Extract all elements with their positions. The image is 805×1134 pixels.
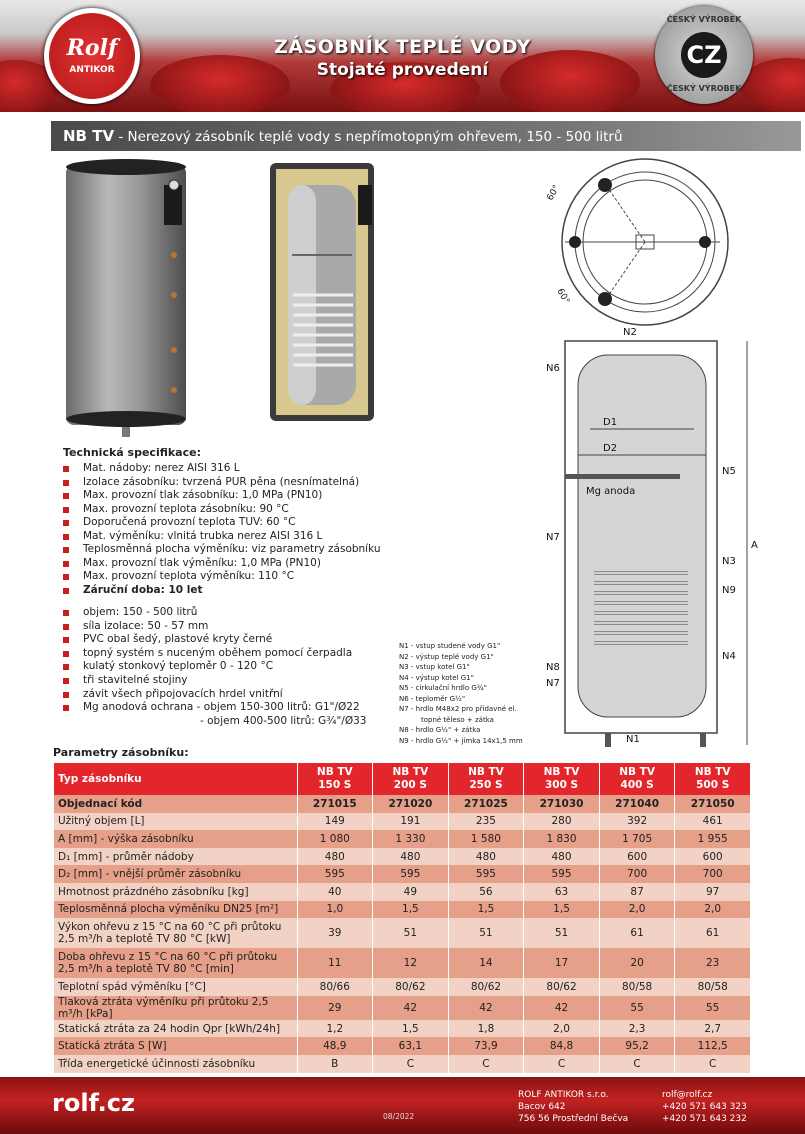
page-subtitle: Stojaté provedení	[316, 60, 489, 80]
table-cell: 56	[448, 883, 524, 901]
list-item: tři stavitelné stojiny	[60, 674, 366, 688]
table-cell: 700	[599, 865, 675, 883]
table-row	[54, 996, 751, 1020]
table-cell: 17	[524, 948, 600, 978]
table-cell: 80/58	[599, 978, 675, 996]
table-cell: 95,2	[599, 1037, 675, 1055]
table-row	[54, 813, 751, 831]
table-cell: 595	[524, 865, 600, 883]
page-footer	[0, 1077, 805, 1134]
table-cell: 42	[373, 996, 449, 1020]
table-row	[54, 865, 751, 883]
table-cell: 1 705	[599, 830, 675, 848]
list-item: Teplosměnná plocha výměníku: viz parametry zásobníku	[60, 543, 381, 557]
list-item: - objem 400-500 litrů: G¾"/Ø33	[200, 714, 367, 727]
table-cell: 149	[297, 813, 373, 831]
table-row	[54, 1055, 751, 1073]
company-street: Bacov 642	[518, 1102, 566, 1112]
table-cell: 11	[297, 948, 373, 978]
list-item: Max. provozní teplota zásobníku: 90 °C	[60, 503, 381, 517]
list-item: závit všech připojovacích hrdel vnitřní	[60, 688, 366, 702]
table-cell: 1,0	[297, 901, 373, 919]
model-header: NB TV 300 S	[524, 763, 600, 795]
list-item: objem: 150 - 500 litrů	[60, 606, 366, 620]
port-label: N6	[546, 363, 560, 374]
port-label: N7	[546, 678, 560, 689]
table-cell: 1,8	[448, 1020, 524, 1038]
row-label: Užitný objem [L]	[54, 813, 297, 831]
table-cell: 595	[448, 865, 524, 883]
list-item: Mat. nádoby: nerez AISI 316 L	[60, 462, 381, 476]
row-label: Statická ztráta za 24 hodin Qpr [kWh/24h]	[54, 1020, 297, 1038]
seal-cz: CZ	[681, 32, 727, 78]
table-row	[54, 830, 751, 848]
table-cell: 2,0	[524, 1020, 600, 1038]
table-cell: 2,0	[675, 901, 751, 919]
table-cell: 700	[675, 865, 751, 883]
dimension-label: D1	[603, 417, 618, 428]
table-cell: 112,5	[675, 1037, 751, 1055]
table-cell: 51	[524, 918, 600, 948]
page-header	[0, 0, 805, 112]
model-header: NB TV 150 S	[297, 763, 373, 795]
table-cell: 49	[373, 883, 449, 901]
table-cell: B	[297, 1055, 373, 1073]
table-cell: 1,5	[373, 1020, 449, 1038]
list-item: Doporučená provozní teplota TUV: 60 °C	[60, 516, 381, 530]
table-row	[54, 848, 751, 866]
company-address	[518, 1089, 628, 1125]
row-label: Hmotnost prázdného zásobníku [kg]	[54, 883, 297, 901]
model-header: NB TV 250 S	[448, 763, 524, 795]
port-label: N1	[626, 734, 640, 745]
table-cell: 235	[448, 813, 524, 831]
table-cell: 55	[675, 996, 751, 1020]
table-cell: 480	[297, 848, 373, 866]
table-cell: 42	[524, 996, 600, 1020]
table-cell: 461	[675, 813, 751, 831]
table-row	[54, 1037, 751, 1055]
model-header: NB TV 500 S	[675, 763, 751, 795]
note: N2 - výstup teplé vody G1"	[399, 652, 494, 661]
table-cell: 271040	[599, 795, 675, 813]
row-label: Třída energetické účinnosti zásobníku	[54, 1055, 297, 1073]
note: topné těleso + zátka	[421, 715, 494, 724]
table-row	[54, 948, 751, 978]
table-cell: 191	[373, 813, 449, 831]
table-cell: 63,1	[373, 1037, 449, 1055]
table-cell: 1,5	[448, 901, 524, 919]
email-link[interactable]: rolf@rolf.cz	[662, 1090, 713, 1100]
phone: +420 571 643 232	[662, 1114, 747, 1124]
table-cell: 595	[373, 865, 449, 883]
note: N8 - hrdlo G½" + zátka	[399, 726, 481, 734]
table-cell: C	[599, 1055, 675, 1073]
table-cell: 271030	[524, 795, 600, 813]
specs-list	[60, 462, 381, 597]
table-header-row	[54, 763, 751, 795]
port-label: N5	[722, 466, 736, 477]
note: N7 - hrdlo M48x2 pro přídavné el.	[399, 705, 517, 713]
table-cell: 48,9	[297, 1037, 373, 1055]
table-cell: 480	[373, 848, 449, 866]
table-row	[54, 883, 751, 901]
row-label: D₂ [mm] - vnější průměr zásobníku	[54, 865, 297, 883]
tank-exterior-illustration	[60, 155, 195, 445]
table-cell: 63	[524, 883, 600, 901]
czech-product-seal	[655, 6, 753, 104]
table-cell: 1 330	[373, 830, 449, 848]
table-cell: 80/62	[524, 978, 600, 996]
port-label: N3	[722, 556, 736, 567]
angle-label: 60°	[545, 183, 563, 203]
phone: +420 571 643 323	[662, 1102, 747, 1112]
table-cell: 1 955	[675, 830, 751, 848]
connection-notes	[399, 641, 523, 746]
table-cell: 80/62	[373, 978, 449, 996]
note: N4 - výstup kotel G1"	[399, 673, 474, 682]
seal-bottom-text: ČESKÝ VÝROBEK	[666, 84, 742, 93]
table-cell: 80/66	[297, 978, 373, 996]
row-label: Doba ohřevu z 15 °C na 60 °C při průtoku 2,5 m³/h a teplotě TV 80 °C [min]	[54, 948, 297, 978]
tank-cutaway-illustration	[268, 155, 378, 430]
table-cell: 80/58	[675, 978, 751, 996]
specs-heading: Technická specifikace:	[63, 446, 201, 459]
table-cell: 20	[599, 948, 675, 978]
table-cell: 51	[448, 918, 524, 948]
list-item: topný systém s nuceným oběhem pomocí čerpadla	[60, 647, 366, 661]
port-label: N9	[722, 585, 736, 596]
table-cell: 392	[599, 813, 675, 831]
table-cell: 480	[524, 848, 600, 866]
table-cell: 271025	[448, 795, 524, 813]
table-cell: 600	[599, 848, 675, 866]
table-cell: 29	[297, 996, 373, 1020]
list-item: Max. provozní tlak zásobníku: 1,0 MPa (PN10)	[60, 489, 381, 503]
table-cell: 1,2	[297, 1020, 373, 1038]
port-label: N4	[722, 651, 736, 662]
product-bar	[51, 121, 801, 151]
table-cell: 55	[599, 996, 675, 1020]
table-row	[54, 918, 751, 948]
table-cell: C	[675, 1055, 751, 1073]
table-cell: 280	[524, 813, 600, 831]
table-cell: 12	[373, 948, 449, 978]
table-cell: 271015	[297, 795, 373, 813]
product-desc: - Nerezový zásobník teplé vody s nepřímotopným ohřevem, 150 - 500 litrů	[114, 129, 623, 145]
angle-label: 60°	[554, 287, 572, 306]
params-body	[54, 795, 751, 1073]
table-cell: 61	[675, 918, 751, 948]
note: N6 - teploměr G½"	[399, 694, 466, 703]
list-item: Izolace zásobníku: tvrzená PUR pěna (nesnímatelná)	[60, 476, 381, 490]
table-cell: 80/62	[448, 978, 524, 996]
params-table	[54, 763, 751, 1073]
technical-drawing	[520, 155, 770, 750]
note: N1 - vstup studené vody G1"	[399, 642, 501, 650]
row-label: Teplosměnná plocha výměníku DN25 [m²]	[54, 901, 297, 919]
company-name: ROLF ANTIKOR s.r.o.	[518, 1090, 609, 1100]
table-cell: 40	[297, 883, 373, 901]
table-cell: C	[524, 1055, 600, 1073]
list-item: PVC obal šedý, plastové kryty černé	[60, 633, 366, 647]
row-label: Výkon ohřevu z 15 °C na 60 °C při průtoku 2,5 m³/h a teplotě TV 80 °C [kW]	[54, 918, 297, 948]
features-list	[60, 606, 366, 728]
table-cell: 84,8	[524, 1037, 600, 1055]
table-cell: 39	[297, 918, 373, 948]
row-label: Objednací kód	[54, 795, 297, 813]
table-cell: 600	[675, 848, 751, 866]
table-cell: 2,7	[675, 1020, 751, 1038]
seal-top-text: ČESKÝ VÝROBEK	[666, 15, 742, 24]
table-cell: 23	[675, 948, 751, 978]
table-cell: 1,5	[524, 901, 600, 919]
issue-date: 08/2022	[383, 1112, 415, 1121]
model-header: NB TV 200 S	[373, 763, 449, 795]
note: N9 - hrdlo G½" + jímka 14x1,5 mm	[399, 736, 523, 745]
model-header: NB TV 400 S	[599, 763, 675, 795]
header-label: Typ zásobníku	[54, 763, 297, 795]
list-item: Mg anodová ochrana - objem 150-300 litrů: G1"/Ø22	[60, 701, 366, 715]
table-cell: 480	[448, 848, 524, 866]
table-cell: 271050	[675, 795, 751, 813]
anode-label: Mg anoda	[586, 486, 636, 497]
page-title: ZÁSOBNÍK TEPLÉ VODY	[274, 36, 531, 58]
table-cell: 87	[599, 883, 675, 901]
port-label: N2	[623, 327, 637, 338]
row-label: Tlaková ztráta výměníku při průtoku 2,5 m³/h [kPa]	[54, 996, 297, 1020]
logo-brand: Rolf	[66, 35, 118, 61]
dimension-label: D2	[603, 443, 618, 454]
table-cell: 51	[373, 918, 449, 948]
table-cell: 2,3	[599, 1020, 675, 1038]
note: N3 - vstup kotel G1"	[399, 663, 470, 671]
table-cell: 42	[448, 996, 524, 1020]
table-cell: 271020	[373, 795, 449, 813]
table-cell: 97	[675, 883, 751, 901]
table-cell: 1,5	[373, 901, 449, 919]
row-label: Teplotní spád výměníku [°C]	[54, 978, 297, 996]
port-label: N7	[546, 532, 560, 543]
list-item: Mat. výměníku: vlnitá trubka nerez AISI 316 L	[60, 530, 381, 544]
list-item: síla izolace: 50 - 57 mm	[60, 620, 366, 634]
row-label: Statická ztráta S [W]	[54, 1037, 297, 1055]
table-row	[54, 1020, 751, 1038]
table-cell: C	[448, 1055, 524, 1073]
table-row	[54, 795, 751, 813]
list-item: Max. provozní teplota výměníku: 110 °C	[60, 570, 381, 584]
list-item: Záruční doba: 10 let	[60, 584, 381, 598]
params-heading: Parametry zásobníku:	[53, 746, 189, 759]
table-cell: 2,0	[599, 901, 675, 919]
product-code: NB TV	[63, 127, 115, 145]
table-cell: 595	[297, 865, 373, 883]
list-item: Max. provozní tlak výměníku: 1,0 MPa (PN10)	[60, 557, 381, 571]
row-label: A [mm] - výška zásobníku	[54, 830, 297, 848]
company-contacts	[662, 1089, 747, 1125]
table-cell: C	[373, 1055, 449, 1073]
table-row	[54, 978, 751, 996]
table-cell: 1 830	[524, 830, 600, 848]
list-item: kulatý stonkový teploměr 0 - 120 °C	[60, 660, 366, 674]
table-cell: 14	[448, 948, 524, 978]
logo-sub: ANTIKOR	[69, 65, 115, 75]
table-cell: 1 080	[297, 830, 373, 848]
table-cell: 1 580	[448, 830, 524, 848]
note: N5 - cirkulační hrdlo G¾"	[399, 684, 487, 692]
dimension-label: A	[751, 540, 758, 551]
port-label: N8	[546, 662, 560, 673]
website-link[interactable]: rolf.cz	[52, 1089, 135, 1117]
row-label: D₁ [mm] - průměr nádoby	[54, 848, 297, 866]
table-cell: 61	[599, 918, 675, 948]
table-cell: 73,9	[448, 1037, 524, 1055]
company-city: 756 56 Prostřední Bečva	[518, 1114, 629, 1124]
table-row	[54, 901, 751, 919]
